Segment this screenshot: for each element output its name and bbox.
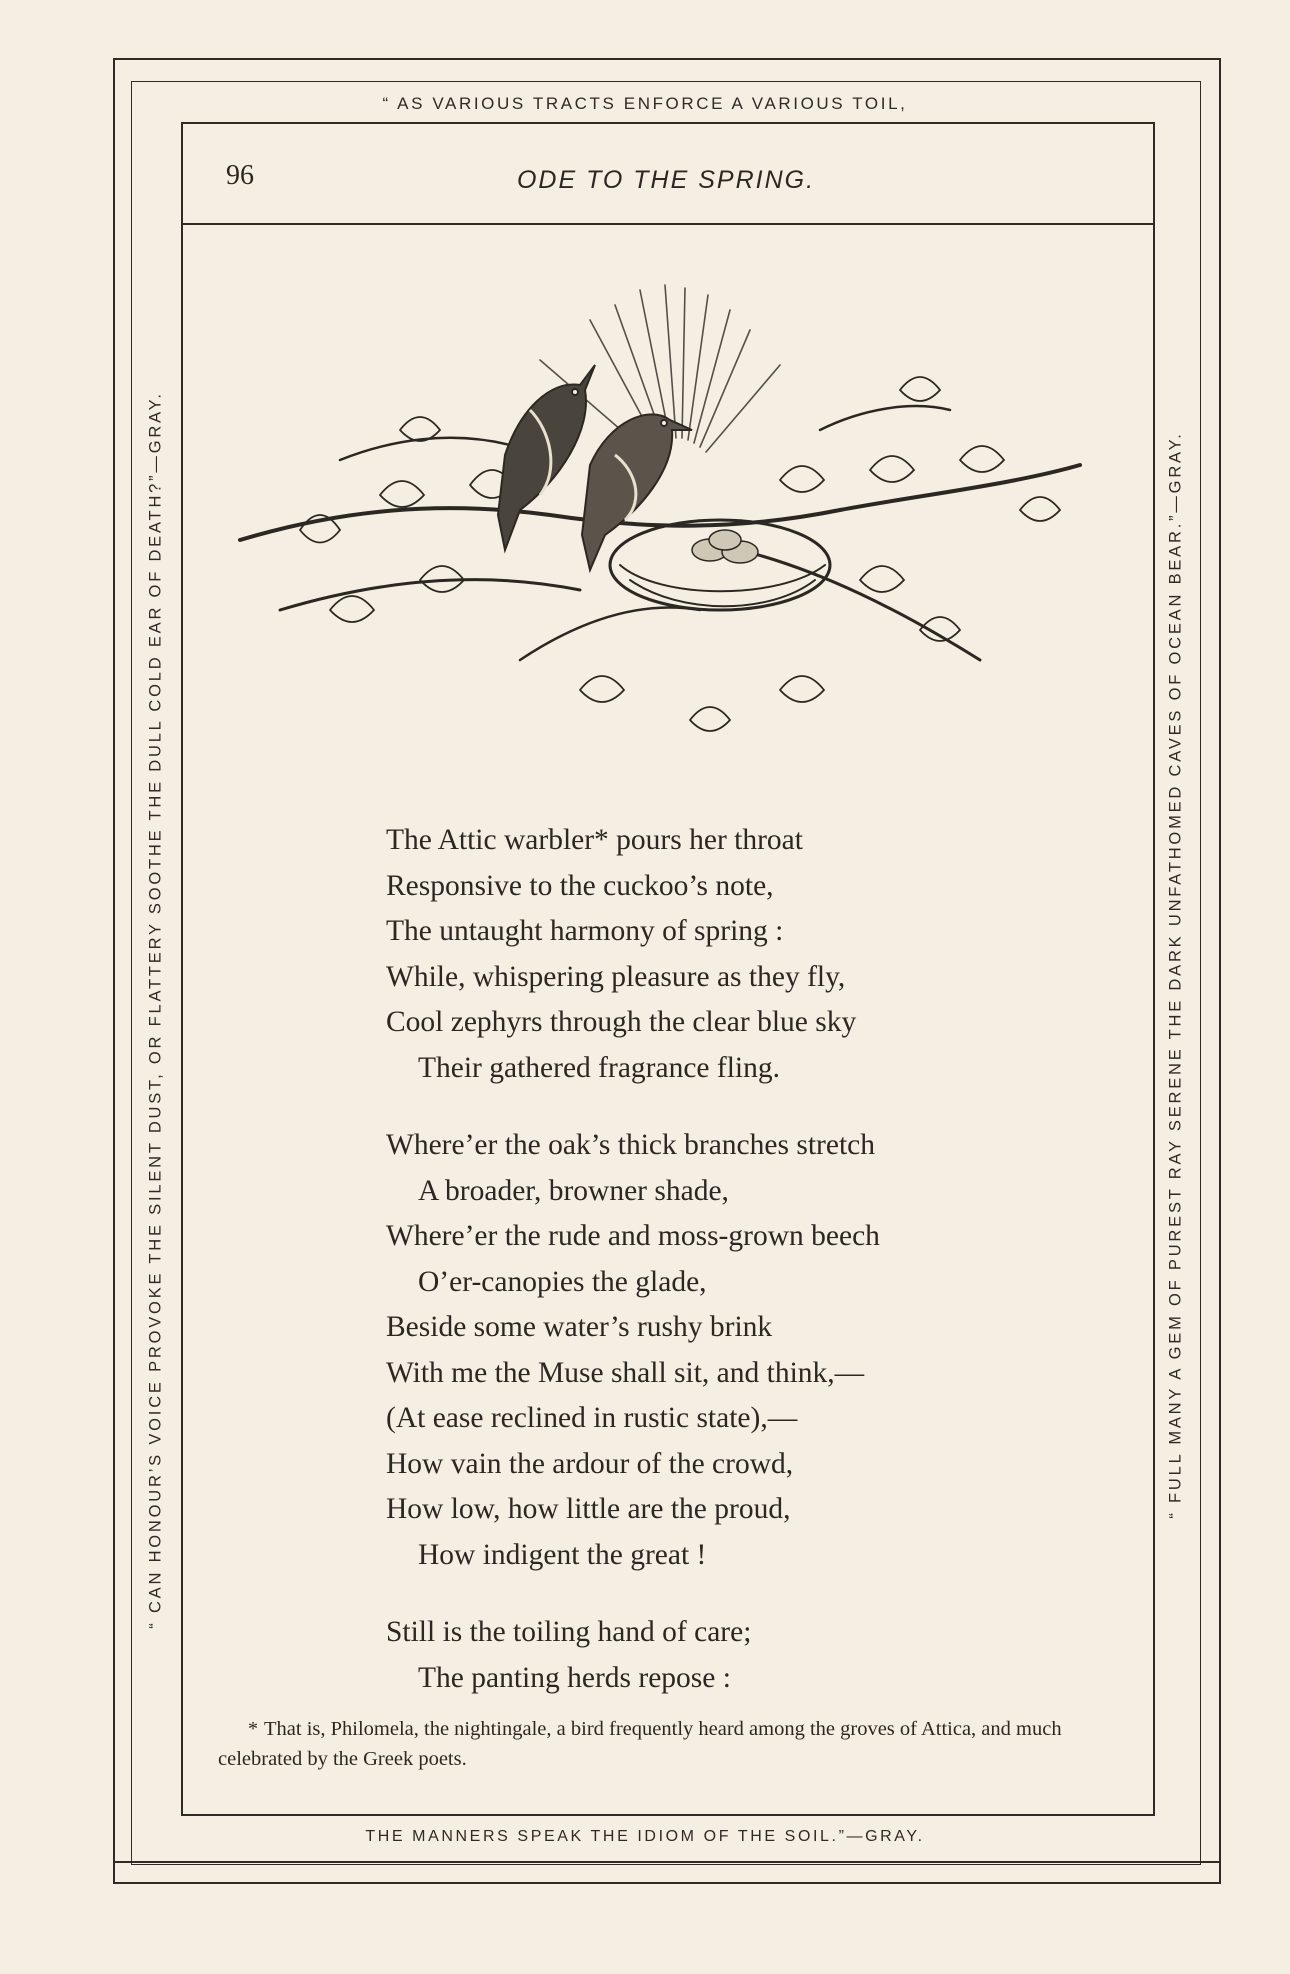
poem-line: The untaught harmony of spring : — [386, 915, 784, 947]
poem-line: How indigent the great ! — [418, 1538, 707, 1571]
poem-line: The panting herds repose : — [418, 1661, 731, 1694]
bottom-border-quote: THE MANNERS SPEAK THE IDIOM OF THE SOIL.”—GRAY. — [365, 1828, 925, 1845]
stanza — [386, 1123, 1086, 1578]
left-border-quote: “ CAN HONOUR’S VOICE PROVOKE THE SILENT DUST, OR FLATTERY SOOTHE THE DULL COLD EAR OF DEATH?”—GRAY. — [146, 391, 165, 1629]
top-border-quote: “ AS VARIOUS TRACTS ENFORCE A VARIOUS TOIL, — [382, 94, 908, 113]
poem-line: Still is the toiling hand of care; — [386, 1616, 752, 1648]
poem-line: While, whispering pleasure as they fly, — [386, 960, 846, 993]
poem-line: Where’er the rude and moss-grown beech — [386, 1220, 880, 1252]
right-border-quote: “ FULL MANY A GEM OF PUREST RAY SERENE THE DARK UNFATHOMED CAVES OF OCEAN BEAR.”—GRAY. — [1166, 431, 1185, 1519]
stanza — [386, 818, 1086, 1091]
poem-line: With me the Muse shall sit, and think,— — [386, 1356, 865, 1389]
poem-line: O’er-canopies the glade, — [418, 1265, 707, 1298]
poem-body — [386, 818, 1086, 1733]
footnote-mark: * — [248, 1718, 258, 1740]
bottom-rule-secondary — [113, 1882, 1221, 1884]
poem-line: A broader, browner shade, — [418, 1174, 729, 1207]
bottom-rule — [113, 1861, 1221, 1863]
poem-line: Responsive to the cuckoo’s note, — [386, 869, 774, 902]
header-rule — [183, 223, 1153, 225]
running-title: ODE TO THE SPRING. — [516, 166, 816, 194]
poem-line: Beside some water’s rushy brink — [386, 1311, 773, 1343]
poem-line: How vain the ardour of the crowd, — [386, 1447, 794, 1480]
poem-line: How low, how little are the proud, — [386, 1493, 791, 1525]
footnote — [218, 1714, 1118, 1774]
poem-line: Cool zephyrs through the clear blue sky — [386, 1006, 857, 1038]
page-number: 96 — [226, 160, 254, 191]
poem-line: Where’er the oak’s thick branches stretch — [386, 1129, 875, 1161]
birds-on-nest-engraving-icon — [220, 280, 1100, 800]
footnote-text: That is, Philomela, the nightingale, a bird frequently heard among the groves of Attica, and much celebrated by the Greek poets. — [218, 1718, 1062, 1770]
poem-line: The Attic warbler* pours her throat — [386, 824, 803, 856]
stanza — [386, 1610, 1086, 1701]
poem-line: (At ease reclined in rustic state),— — [386, 1402, 798, 1434]
poem-line: Their gathered fragrance fling. — [418, 1051, 780, 1084]
